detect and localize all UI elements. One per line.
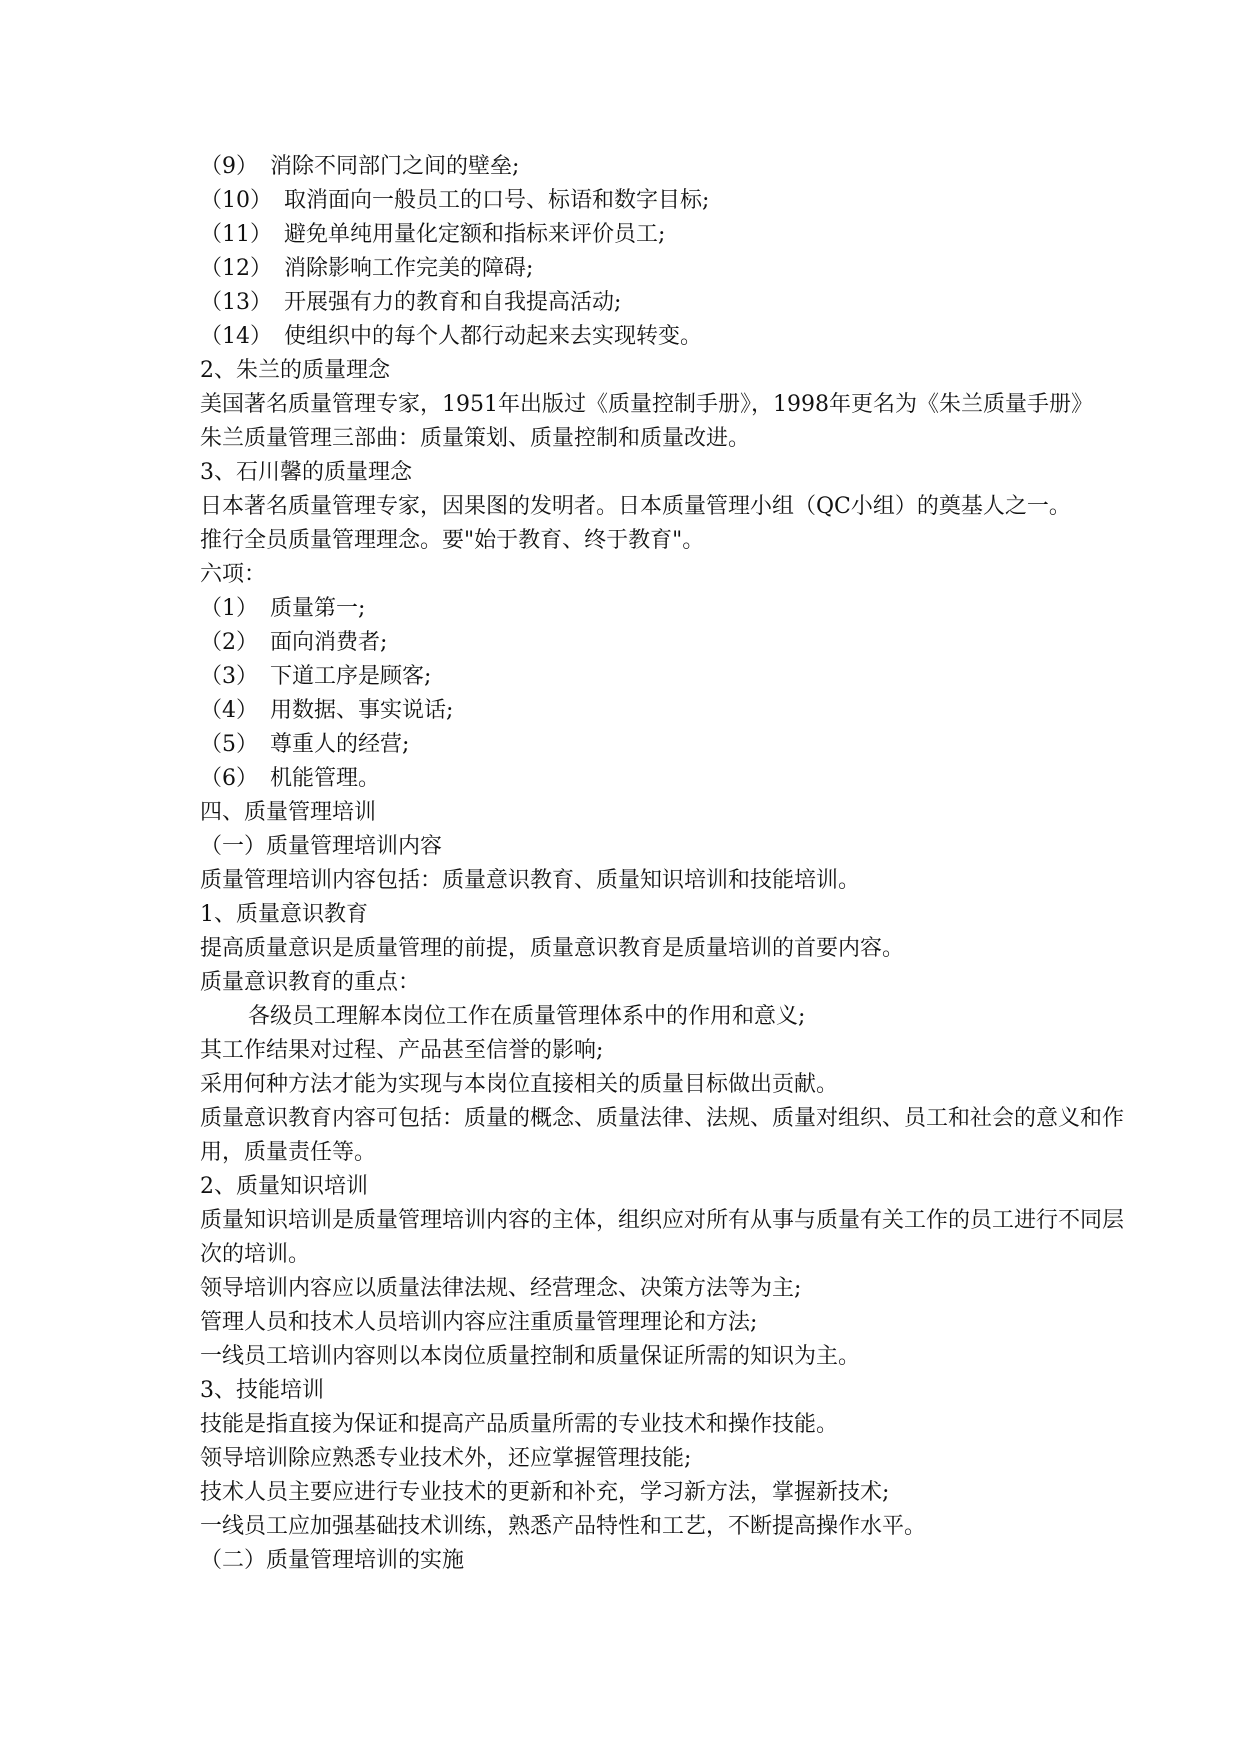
item-number: （6） [200, 766, 258, 791]
item-text: 使组织中的每个人都行动起来去实现转变。 [284, 324, 703, 349]
item-text: 质量第一; [270, 596, 366, 621]
paragraph: 技术人员主要应进行专业技术的更新和补充，学习新方法，掌握新技术; [200, 1480, 890, 1505]
section-heading: 1、质量意识教育 [200, 902, 368, 927]
item-text: 消除影响工作完美的障碍; [284, 256, 534, 281]
list-item [200, 252, 1130, 286]
list-label: 六项： [200, 562, 267, 587]
item-text: 尊重人的经营; [270, 732, 410, 757]
document-page [200, 150, 1130, 1578]
item-text: 取消面向一般员工的口号、标语和数字目标; [284, 188, 710, 213]
item-number: （1） [200, 596, 258, 621]
paragraph: 一线员工培训内容则以本岗位质量控制和质量保证所需的知识为主。 [200, 1344, 861, 1369]
list-item [200, 694, 1130, 728]
paragraph: 朱兰质量管理三部曲：质量策划、质量控制和质量改进。 [200, 426, 751, 451]
item-number: （5） [200, 732, 258, 757]
item-number: （4） [200, 698, 258, 723]
list-label: 质量意识教育的重点： [200, 970, 421, 995]
list-item [200, 286, 1130, 320]
paragraph: 管理人员和技术人员培训内容应注重质量管理理论和方法; [200, 1310, 758, 1335]
list-item [200, 320, 1130, 354]
item-number: （3） [200, 664, 258, 689]
list-item [200, 184, 1130, 218]
paragraph: 技能是指直接为保证和提高产品质量所需的专业技术和操作技能。 [200, 1412, 839, 1437]
item-text: 开展强有力的教育和自我提高活动; [284, 290, 622, 315]
list-item [200, 728, 1130, 762]
paragraph: 质量知识培训是质量管理培训内容的主体，组织应对所有从事与质量有关工作的员工进行不同层次的培训。 [200, 1208, 1125, 1267]
paragraph: 日本著名质量管理专家，因果图的发明者。日本质量管理小组（QC小组）的奠基人之一。 [200, 494, 1071, 519]
chapter-heading: 四、质量管理培训 [200, 800, 377, 825]
section-heading: 2、朱兰的质量理念 [200, 358, 390, 383]
paragraph: 领导培训除应熟悉专业技术外，还应掌握管理技能; [200, 1446, 692, 1471]
paragraph: 质量意识教育内容可包括：质量的概念、质量法律、法规、质量对组织、员工和社会的意义和作用，质量责任等。 [200, 1106, 1125, 1165]
paragraph: 推行全员质量管理理念。要"始于教育、终于教育"。 [200, 528, 705, 553]
paragraph: 领导培训内容应以质量法律法规、经营理念、决策方法等为主; [200, 1276, 802, 1301]
list-item [200, 762, 1130, 796]
item-text: 消除不同部门之间的壁垒; [270, 154, 520, 179]
paragraph: 各级员工理解本岗位工作在质量管理体系中的作用和意义; [248, 1004, 806, 1029]
list-item [200, 218, 1130, 252]
paragraph: 其工作结果对过程、产品甚至信誉的影响; [200, 1038, 604, 1063]
paragraph: 美国著名质量管理专家，1951年出版过《质量控制手册》，1998年更名为《朱兰质量手册》 [200, 392, 1093, 417]
item-number: （12） [200, 256, 272, 281]
item-text: 面向消费者; [270, 630, 388, 655]
list-item [200, 150, 1130, 184]
paragraph: 提高质量意识是质量管理的前提，质量意识教育是质量培训的首要内容。 [200, 936, 905, 961]
item-text: 用数据、事实说话; [270, 698, 454, 723]
item-number: （2） [200, 630, 258, 655]
subsection-heading: （二）质量管理培训的实施 [200, 1548, 465, 1573]
item-text: 下道工序是顾客; [270, 664, 432, 689]
subsection-heading: （一）质量管理培训内容 [200, 834, 443, 859]
list-item [200, 660, 1130, 694]
paragraph: 质量管理培训内容包括：质量意识教育、质量知识培训和技能培训。 [200, 868, 861, 893]
section-heading: 3、技能培训 [200, 1378, 324, 1403]
item-text: 避免单纯用量化定额和指标来评价员工; [284, 222, 666, 247]
item-number: （9） [200, 154, 258, 179]
item-number: （10） [200, 188, 272, 213]
list-item [200, 592, 1130, 626]
item-number: （13） [200, 290, 272, 315]
item-text: 机能管理。 [270, 766, 381, 791]
paragraph: 一线员工应加强基础技术训练，熟悉产品特性和工艺，不断提高操作水平。 [200, 1514, 927, 1539]
list-item [200, 626, 1130, 660]
paragraph: 采用何种方法才能为实现与本岗位直接相关的质量目标做出贡献。 [200, 1072, 839, 1097]
item-number: （14） [200, 324, 272, 349]
section-heading: 2、质量知识培训 [200, 1174, 368, 1199]
section-heading: 3、石川馨的质量理念 [200, 460, 412, 485]
item-number: （11） [200, 222, 272, 247]
